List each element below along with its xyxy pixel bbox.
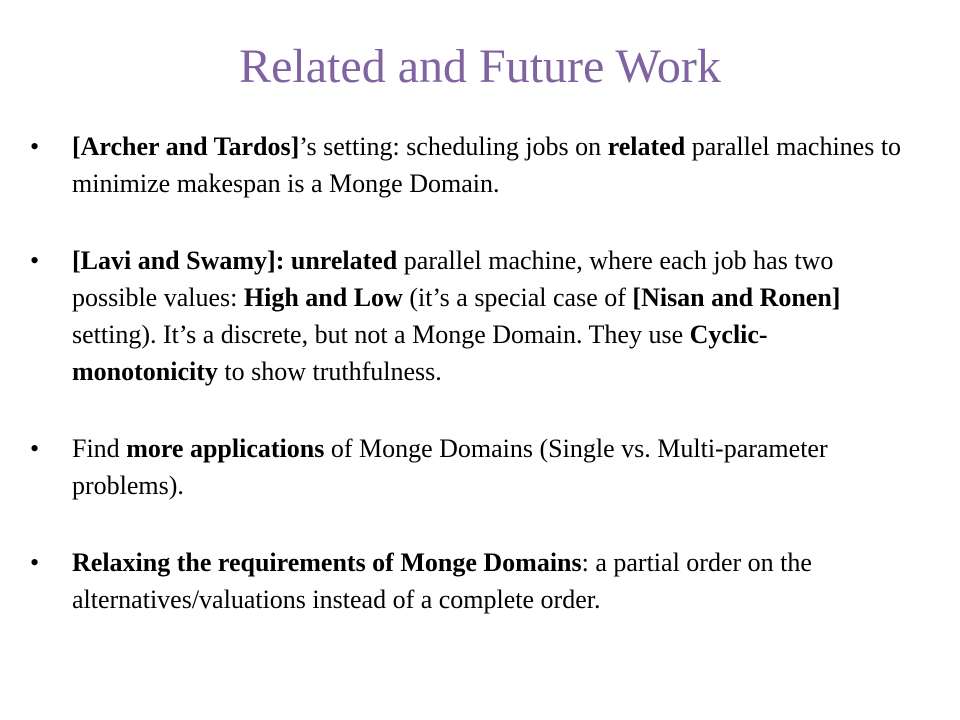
bullet-text: ’s setting: scheduling jobs on (299, 132, 608, 161)
citation-nisan-ronen: [Nisan and Ronen] (632, 283, 841, 312)
emphasis-high-low: High and Low (243, 283, 403, 312)
bullet-list (30, 128, 910, 618)
emphasis-more-applications: more applications (126, 434, 325, 463)
bullet-item-archer-tardos (30, 128, 910, 202)
emphasis-relaxing-requirements: Relaxing the requirements of Monge Domains (72, 548, 582, 577)
bullet-icon: • (30, 434, 40, 463)
citation-lavi-swamy: [Lavi and Swamy]: unrelated (72, 246, 398, 275)
bullet-item-more-applications (30, 430, 910, 504)
bullet-text: to show truthfulness. (217, 357, 442, 386)
bullet-text: of Monge Domains (Single vs. Multi-parameter problems). (72, 434, 828, 500)
bullet-icon: • (30, 132, 40, 161)
bullet-text: parallel machine, where each job has two possible values: (72, 246, 834, 312)
bullet-text: : a partial order on the alternatives/valuations instead of a complete order. (72, 548, 812, 614)
bullet-text: setting). It’s a discrete, but not a Monge Domain. They use (72, 320, 690, 349)
bullet-item-lavi-swamy (30, 242, 910, 390)
emphasis-cyclic-monotonicity: Cyclic-monotonicity (72, 320, 768, 386)
citation-archer-tardos: [Archer and Tardos] (72, 132, 300, 161)
bullet-item-relaxing-requirements (30, 544, 910, 618)
bullet-icon: • (30, 548, 40, 577)
bullet-text: Find (72, 434, 127, 463)
bullet-text: parallel machines to minimize makespan is a Monge Domain. (72, 132, 902, 198)
bullet-text: (it’s a special case of (402, 283, 633, 312)
bullet-icon: • (30, 246, 40, 275)
slide-title: Related and Future Work (239, 40, 721, 93)
emphasis-related: related (607, 132, 686, 161)
